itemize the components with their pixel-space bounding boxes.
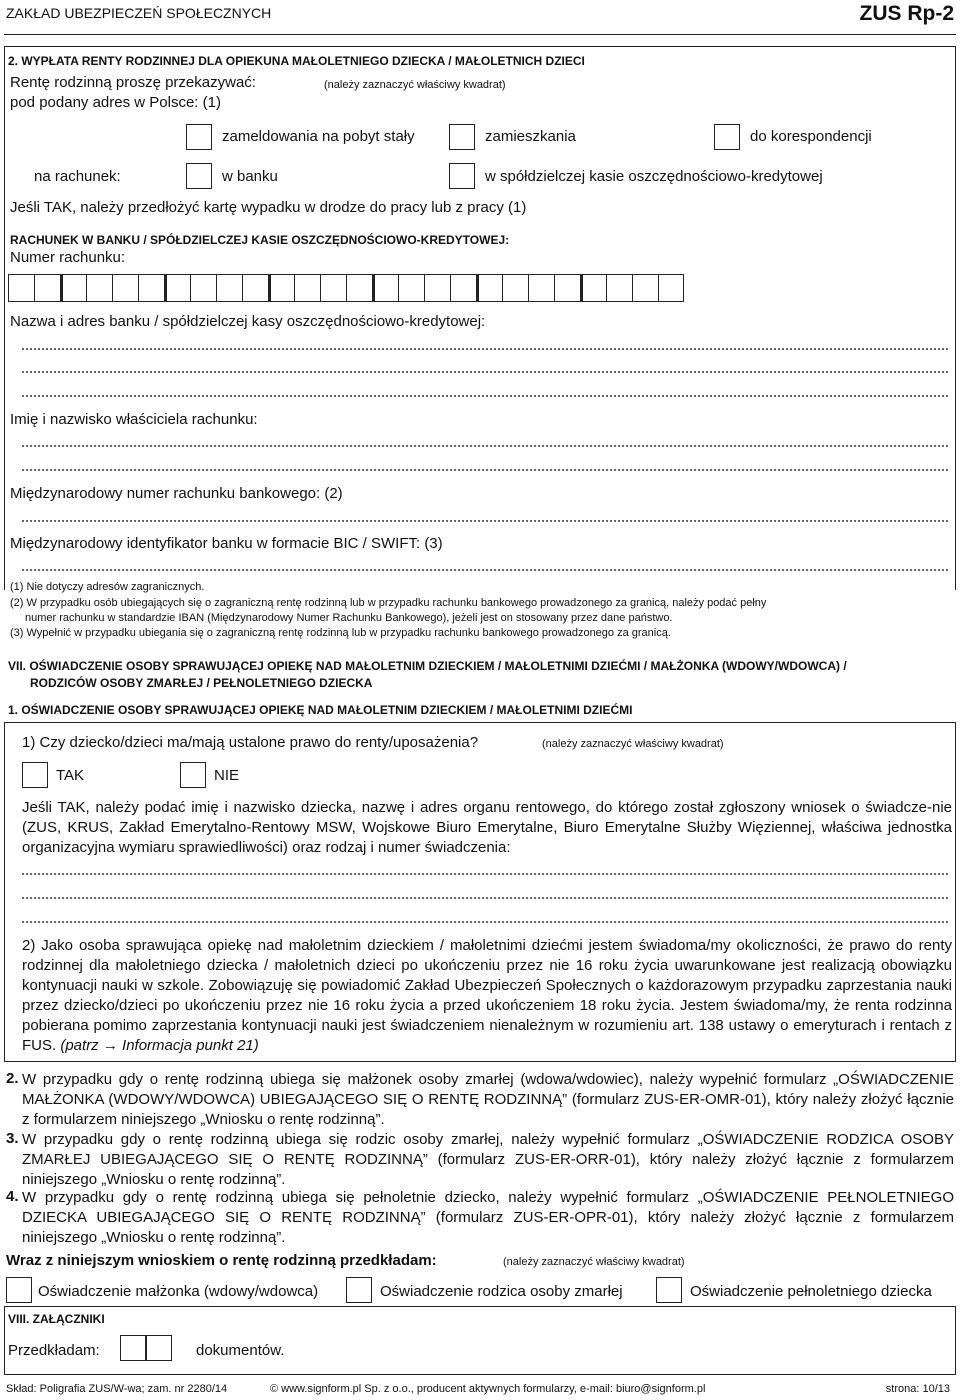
checkbox-att-child[interactable]	[656, 1277, 682, 1303]
footer-sklad: Skład: Poligrafia ZUS/W-wa; zam. nr 2280/14	[6, 1383, 228, 1395]
label-zamieszkanie: zamieszkania	[485, 128, 576, 145]
account-owner-label: Imię i nazwisko właściciela rachunku:	[10, 411, 258, 428]
benefit-line-3[interactable]	[22, 921, 948, 923]
header-divider	[4, 34, 956, 35]
label-skok: w spółdzielczej kasie oszczędnościowo-kredytowej	[485, 168, 823, 185]
label-bank: w banku	[222, 168, 278, 185]
checkbox-zamieszkanie[interactable]	[449, 124, 475, 150]
benefit-line-1[interactable]	[22, 873, 948, 875]
owner-line-1[interactable]	[22, 445, 948, 447]
question1-hint: (należy zaznaczyć właściwy kwadrat)	[542, 738, 724, 750]
label-att-parent: Oświadczenie rodzica osoby zmarłej	[380, 1283, 623, 1300]
section2-left-border	[4, 46, 5, 590]
section2-top-border	[4, 46, 956, 47]
label-att-spouse: Oświadczenie małżonka (wdowy/wdowca)	[38, 1283, 319, 1300]
footnote-2-line1: (2) W przypadku osób ubiegających się o zagraniczną rentę rodzinną lub w przypadku rachunku bankowego prowadzonego za granicą, należy podać pełny	[10, 597, 767, 609]
sec7-box-right	[955, 722, 956, 1062]
checkbox-att-parent[interactable]	[346, 1277, 372, 1303]
sec8-box-top	[4, 1306, 956, 1307]
section8-title: VIII. ZAŁĄCZNIKI	[8, 1312, 105, 1326]
benefit-line-2[interactable]	[22, 897, 948, 899]
sec7-box-bottom	[4, 1061, 956, 1062]
accident-card-note: Jeśli TAK, należy przedłożyć kartę wypadku w drodze do pracy lub z pracy (1)	[10, 199, 527, 216]
footnote-2-line2: numer rachunku w standardzie IBAN (Międzynarodowy Numer Rachunku Bankowego), jeżeli jest on stosowany przez dane państwo.	[25, 612, 673, 624]
footnote-1: (1) Nie dotyczy adresów zagranicznych.	[10, 581, 205, 593]
checkbox-bank[interactable]	[186, 163, 212, 189]
question1: 1) Czy dziecko/dzieci ma/mają ustalone prawo do renty/uposażenia?	[22, 734, 479, 751]
point4-text: W przypadku gdy o rentę rodzinną ubiega się pełnoletnie dziecko, należy wypełnić formularz „OŚWIADCZENIE PEŁNOLETNIEGO DZIECKA UBIEGAJĄCEGO SIĘ O RENTĘ RODZINNĄ” (formularz ZUS-ER-OPR-01), który należy złożyć łącznie z formularzem niniejszego „Wniosku o rentę rodzinną”.	[22, 1189, 954, 1246]
transfer-hint: (należy zaznaczyć właściwy kwadrat)	[324, 79, 506, 91]
checkbox-korespondencja[interactable]	[714, 124, 740, 150]
label-na-rachunek: na rachunek:	[34, 168, 121, 185]
checkbox-skok[interactable]	[449, 163, 475, 189]
point3-number: 3.	[6, 1130, 19, 1147]
question2-text	[22, 936, 952, 1056]
account-number-label: Numer rachunku:	[10, 249, 126, 266]
checkbox-att-spouse[interactable]	[6, 1277, 32, 1303]
question2-body: 2) Jako osoba sprawująca opiekę nad małoletnim dzieckiem / małoletnimi dziećmi jestem świadoma/my okoliczności, że prawo do renty rodzinnej dla małoletniego dziecka / małoletnich dzieci po ukończeniu przez nie 16 roku życia uwarunkowane jest realizacją obowiązku kontynuacji nauki w szkole. Zobowiązuję się powiadomić Zakład Ubezpieczeń Społecznych o każdorazowym przypadku zaprzestania nauki przez dziecko/dzieci po ukończeniu przez nie 16 roku życia a przed ukończeniem 18 roku życia. Jestem świadoma/my, że renta rodzinna pobierana pomimo zaprzestania kontynuacji nauki jest świadczeniem nienależnym w rozumieniu art. 138 ustawy o emeryturach i rentach z FUS.	[22, 937, 952, 1054]
bic-label: Międzynarodowy identyfikator banku w formacie BIC / SWIFT: (3)	[10, 535, 443, 552]
attachments-label: Wraz z niniejszym wnioskiem o rentę rodzinną przedkładam:	[6, 1252, 437, 1269]
footnote-3: (3) Wypełnić w przypadku ubiegania się o zagraniczną rentę rodzinną lub w przypadku rachunku bankowego prowadzonego za granicą.	[10, 627, 671, 639]
dokumentow-label: dokumentów.	[196, 1342, 285, 1359]
owner-line-2[interactable]	[22, 469, 948, 471]
bank-name-line-1[interactable]	[22, 348, 948, 350]
sec7-box-top	[4, 722, 956, 723]
transfer-intro-line2: pod podany adres w Polsce: (1)	[10, 94, 221, 111]
przedkladam-label: Przedkładam:	[8, 1342, 100, 1359]
sec8-box-bottom	[4, 1374, 956, 1375]
footer-page: strona: 10/13	[885, 1383, 950, 1395]
bic-line[interactable]	[22, 569, 948, 571]
bank-name-line-2[interactable]	[22, 371, 948, 373]
checkbox-nie[interactable]	[180, 762, 206, 788]
label-att-child: Oświadczenie pełnoletniego dziecka	[690, 1283, 932, 1300]
form-code: ZUS Rp-2	[859, 2, 954, 25]
label-korespondencja: do korespondencji	[750, 128, 872, 145]
sec8-box-left	[4, 1306, 5, 1374]
label-tak: TAK	[56, 767, 85, 784]
section7-title-line2: RODZICÓW OSOBY ZMARŁEJ / PEŁNOLETNIEGO DZIECKA	[30, 676, 373, 690]
iban-line[interactable]	[22, 520, 948, 522]
point2-text: W przypadku gdy o rentę rodzinną ubiega się małżonek osoby zmarłej (wdowa/wdowiec), należy wypełnić formularz „OŚWIADCZENIE MAŁŻONKA (WDOWY/WDOWCA) UBIEGAJĄCEGO SIĘ O RENTĘ RODZINNĄ” (formularz ZUS-ER-OMR-01), który należy złożyć łącznie z formularzem niniejszego „Wniosku o rentę rodzinną”.	[22, 1071, 954, 1128]
point4-number: 4.	[6, 1188, 19, 1205]
question2-ref: (patrz → Informacja punkt 21)	[60, 1037, 259, 1054]
account-heading: RACHUNEK W BANKU / SPÓŁDZIELCZEJ KASIE OSZCZĘDNOŚCIOWO-KREDYTOWEJ:	[10, 233, 510, 247]
point2-number: 2.	[6, 1070, 19, 1087]
bank-name-line-3[interactable]	[22, 395, 948, 397]
doc-count-digit-2[interactable]	[146, 1335, 172, 1361]
benefit-details-instruction: Jeśli TAK, należy podać imię i nazwisko dziecka, nazwę i adres organu rentowego, do którego został zgłoszony wniosek o świadcze-nie (ZUS, KRUS, Zakład Emerytalno-Rentowy MSW, Wojskowe Biuro Emerytalne, Biuro Emerytalne Służby Więziennej, właściwa jednostka organizacyjna wymiaru sprawiedliwości) oraz rodzaj i numer świadczenia:	[22, 799, 952, 856]
point3-text: W przypadku gdy o rentę rodzinną ubiega się rodzic osoby zmarłej, należy wypełnić formularz „OŚWIADCZENIE RODZICA OSOBY ZMARŁEJ UBIEGAJĄCEGO SIĘ O RENTĘ RODZINNĄ” (formularz ZUS-ER-ORR-01), który należy złożyć łącznie z formularzem niniejszego „Wniosku o rentę rodzinną”.	[22, 1131, 954, 1188]
label-nie: NIE	[214, 767, 240, 784]
section2-title: 2. WYPŁATA RENTY RODZINNEJ DLA OPIEKUNA MAŁOLETNIEGO DZIECKA / MAŁOLETNICH DZIECI	[8, 54, 585, 68]
sec7-box-left	[4, 722, 5, 1062]
transfer-intro-line1: Rentę rodzinną proszę przekazywać:	[10, 74, 256, 91]
label-zameldowanie: zameldowania na pobyt stały	[222, 128, 415, 145]
doc-count-digit-1[interactable]	[120, 1335, 146, 1361]
iban-label: Międzynarodowy numer rachunku bankowego: (2)	[10, 485, 343, 502]
section7-subtitle: 1. OŚWIADCZENIE OSOBY SPRAWUJĄCEJ OPIEKĘ NAD MAŁOLETNIM DZIECKIEM / MAŁOLETNIMI DZIEĆMI	[8, 703, 633, 717]
checkbox-tak[interactable]	[22, 762, 48, 788]
section2-right-border	[955, 46, 956, 590]
section7-title-line1: VII. OŚWIADCZENIE OSOBY SPRAWUJĄCEJ OPIEKĘ NAD MAŁOLETNIM DZIECKIEM / MAŁOLETNIMI DZIEĆMI / MAŁŻONKA (WDOWY/WDOWCA) /	[8, 659, 847, 673]
attachments-hint: (należy zaznaczyć właściwy kwadrat)	[503, 1256, 685, 1268]
bank-name-label: Nazwa i adres banku / spółdzielczej kasy oszczędnościowo-kredytowej:	[10, 313, 486, 330]
footer-signform: © www.signform.pl Sp. z o.o., producent aktywnych formularzy, e-mail: biuro@signform.pl	[270, 1383, 706, 1395]
sec8-box-right	[955, 1306, 956, 1374]
checkbox-zameldowanie[interactable]	[186, 124, 212, 150]
account-number-input[interactable]	[8, 274, 684, 302]
institution-name: ZAKŁAD UBEZPIECZEŃ SPOŁECZNYCH	[6, 5, 272, 21]
